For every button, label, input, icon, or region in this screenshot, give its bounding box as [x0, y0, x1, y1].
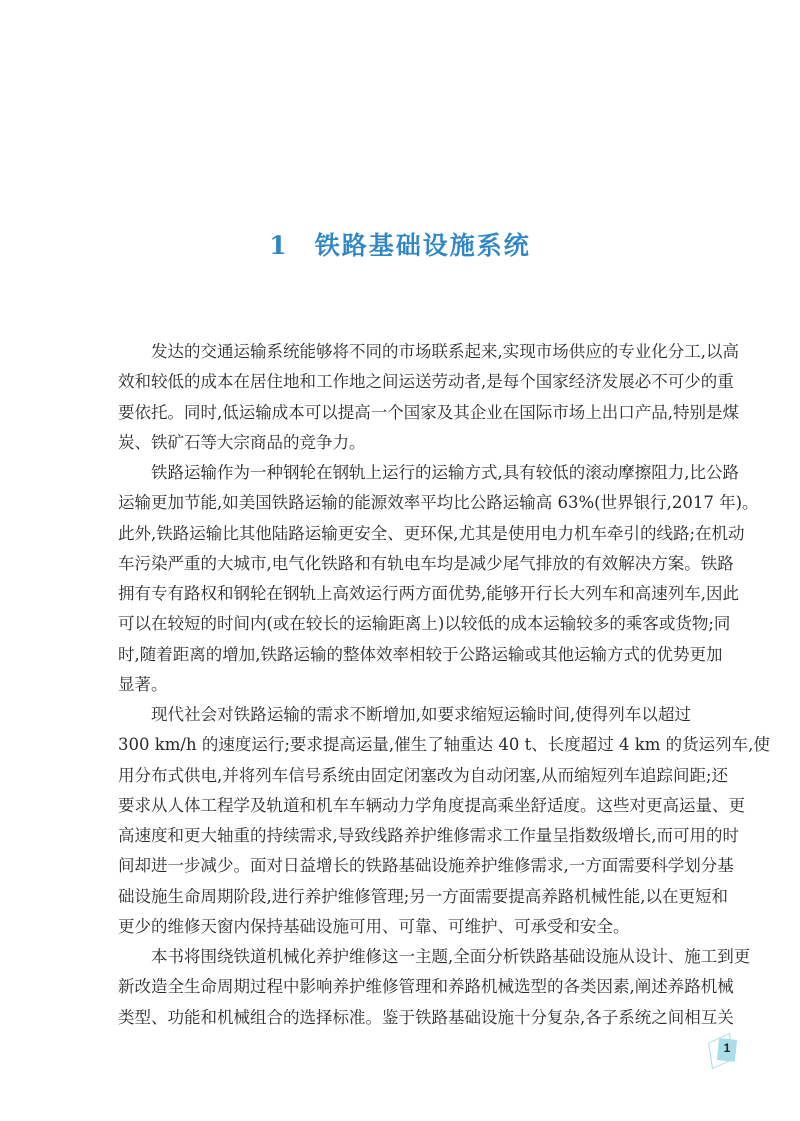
text-line: 间却进一步减少。面对日益增长的铁路基础设施养护维修需求,一方面需要科学划分基 [118, 856, 734, 876]
text-line: 300 km/h 的速度运行;要求提高运量,催生了轴重达 40 t、长度超过 4 km 的货运列车,使 [118, 735, 770, 755]
text-line: 要求从人体工程学及轨道和机车车辆动力学角度提高乘坐舒适度。这些对更高运量、更 [118, 795, 745, 815]
text-line: 更少的维修天窗内保持基础设施可用、可靠、可维护、可承受和安全。 [118, 916, 630, 936]
text-line: 拥有专有路权和钢轮在钢轨上高效运行两方面优势,能够开行长大列车和高速列车,因此 [118, 584, 739, 603]
text-line: 用分布式供电,并将列车信号系统由固定闭塞改为自动闭塞,从而缩短列车追踪间距;还 [118, 765, 729, 785]
page-number-badge [708, 1033, 742, 1067]
text-line: 发达的交通运输系统能够将不同的市场联系起来,实现市场供应的专业化分工,以高 [151, 342, 739, 361]
text-line: 本书将围绕铁道机械化养护维修这一主题,全面分析铁路基础设施从设计、施工到更 [151, 947, 751, 966]
paragraph [118, 458, 759, 700]
paragraph [118, 337, 739, 458]
text-line: 效和较低的成本在居住地和工作地之间运送劳动者,是每个国家经济发展必不可少的重 [118, 372, 734, 392]
text-line: 要依托。同时,低运输成本可以提高一个国家及其企业在国际市场上出口产品,特别是煤 [118, 402, 739, 422]
text-line: 现代社会对铁路运输的需求不断增加,如要求缩短运输时间,使得列车以超过 [151, 705, 691, 724]
text-line: 显著。 [118, 674, 168, 694]
page-number: 1 [723, 1041, 731, 1055]
body-text [118, 337, 770, 1033]
text-line: 高速度和更大轴重的持续需求,导致线路养护维修需求工作量呈指数级增长,而可用的时 [118, 826, 739, 845]
paragraph [118, 942, 751, 1033]
text-line: 铁路运输作为一种钢轮在钢轨上运行的运输方式,具有较低的滚动摩擦阻力,比公路 [151, 463, 739, 482]
text-line: 运输更加节能,如美国铁路运输的能源效率平均比公路运输高 63%(世界银行,2017 年)。 [118, 493, 759, 513]
chapter-title-text: 铁路基础设施系统 [314, 231, 531, 260]
chapter-number: 1 [269, 231, 289, 260]
text-line: 础设施生命周期阶段,进行养护维修管理;另一方面需要提高养路机械性能,以在更短和 [118, 886, 729, 906]
text-line: 时,随着距离的增加,铁路运输的整体效率相较于公路运输或其他运输方式的优势更加 [118, 644, 723, 664]
text-line: 此外,铁路运输比其他陆路运输更安全、更环保,尤其是使用电力机车牵引的线路;在机动 [118, 523, 745, 543]
chapter-title [0, 226, 800, 262]
text-line: 炭、铁矿石等大宗商品的竞争力。 [118, 432, 366, 452]
text-line: 新改造全生命周期过程中影响养护维修管理和养路机械选型的各类因素,阐述养路机械 [118, 977, 734, 997]
text-line: 可以在较短的时间内(或在较长的运输距离上)以较低的成本运输较多的乘客或货物;同 [118, 614, 731, 634]
text-line: 类型、功能和机械组合的选择标准。鉴于铁路基础设施十分复杂,各子系统之间相互关 [118, 1007, 734, 1027]
paragraph [118, 700, 770, 942]
text-line: 车污染严重的大城市,电气化铁路和有轨电车均是减少尾气排放的有效解决方案。铁路 [118, 553, 734, 573]
